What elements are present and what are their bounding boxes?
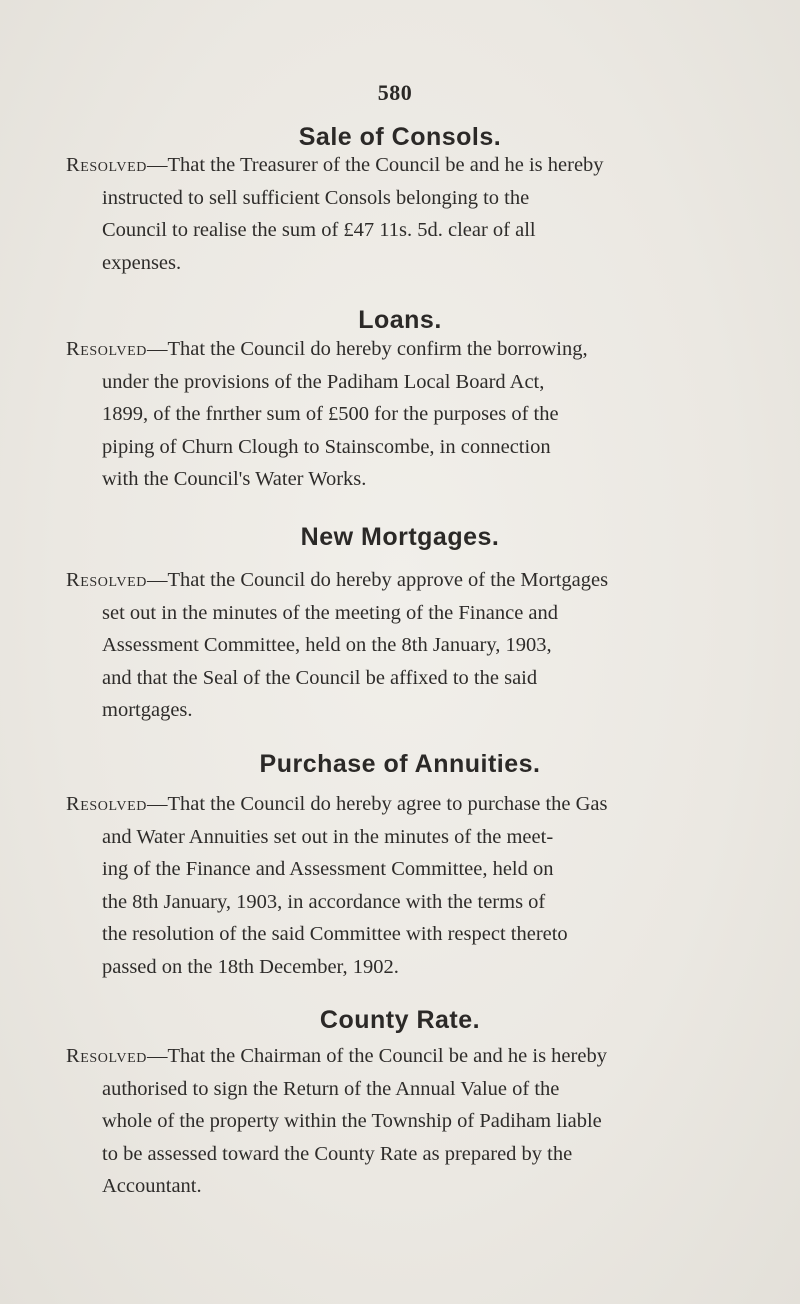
resolution-line: and that the Seal of the Council be affixed to the said (102, 666, 538, 689)
resolution-line: with the Council's Water Works. (102, 468, 367, 490)
resolution-first-line (66, 788, 724, 821)
resolution-line: Accountant. (102, 1175, 202, 1197)
resolution-line: to be assessed toward the County Rate as prepared by the (102, 1142, 573, 1165)
resolution-line: Assessment Committee, held on the 8th January, 1903, (102, 634, 552, 656)
resolution-line: the resolution of the said Committee with respect thereto (102, 923, 568, 945)
resolved-word: Resolved (66, 569, 147, 591)
resolution-line: whole of the property within the Township of Padiham liable (102, 1110, 602, 1132)
resolution-first-line (66, 149, 724, 182)
resolution-line: —That the Council do hereby confirm the borrowing, (146, 338, 588, 360)
resolution-line: the 8th January, 1903, in accordance with the terms of (102, 890, 546, 913)
resolution-sale-of-consols (66, 149, 724, 279)
resolution-line: mortgages. (102, 699, 193, 721)
resolution-line: —That the Council do hereby approve of the Mortgages (146, 569, 609, 591)
resolution-line: passed on the 18th December, 1902. (102, 955, 399, 978)
section-heading-county-rate: County Rate. (319, 1006, 481, 1034)
resolution-line: —That the Chairman of the Council be and he is hereby (146, 1045, 607, 1067)
resolution-line: —That the Council do hereby agree to purchase the Gas (146, 793, 608, 815)
resolution-purchase-of-annuities (66, 788, 724, 983)
section-heading-loans: Loans. (358, 306, 442, 334)
resolution-line: under the provisions of the Padiham Local Board Act, (102, 370, 545, 393)
resolved-word: Resolved (66, 1045, 147, 1067)
resolution-new-mortgages (66, 564, 724, 727)
resolution-line: Council to realise the sum of £47 11s. 5d. clear of all (102, 219, 536, 241)
resolution-county-rate (66, 1040, 724, 1203)
resolution-line: instructed to sell sufficient Consols belonging to the (102, 186, 530, 209)
resolution-line: piping of Churn Clough to Stainscombe, in connection (102, 435, 551, 458)
resolved-word: Resolved (66, 338, 147, 360)
resolution-line: expenses. (102, 251, 182, 274)
page-number: 580 (377, 80, 413, 105)
section-heading-purchase-of-annuities: Purchase of Annuities. (259, 750, 541, 778)
resolution-first-line (66, 564, 724, 597)
resolved-word: Resolved (66, 154, 147, 176)
resolution-line: authorised to sign the Return of the Annual Value of the (102, 1077, 560, 1100)
resolution-first-line (66, 1040, 724, 1073)
resolution-line: set out in the minutes of the meeting of the Finance and (102, 601, 559, 624)
section-heading-new-mortgages: New Mortgages. (300, 523, 500, 551)
resolution-line: —That the Treasurer of the Council be and he is hereby (146, 154, 604, 176)
resolution-line: 1899, of the fnrther sum of £500 for the purposes of the (102, 403, 559, 425)
section-heading-sale-of-consols: Sale of Consols. (298, 123, 502, 151)
resolution-line: ing of the Finance and Assessment Committee, held on (102, 858, 554, 880)
resolved-word: Resolved (66, 793, 147, 815)
resolution-first-line (66, 333, 724, 366)
resolution-loans (66, 333, 724, 496)
resolution-line: and Water Annuities set out in the minutes of the meet- (102, 825, 554, 848)
